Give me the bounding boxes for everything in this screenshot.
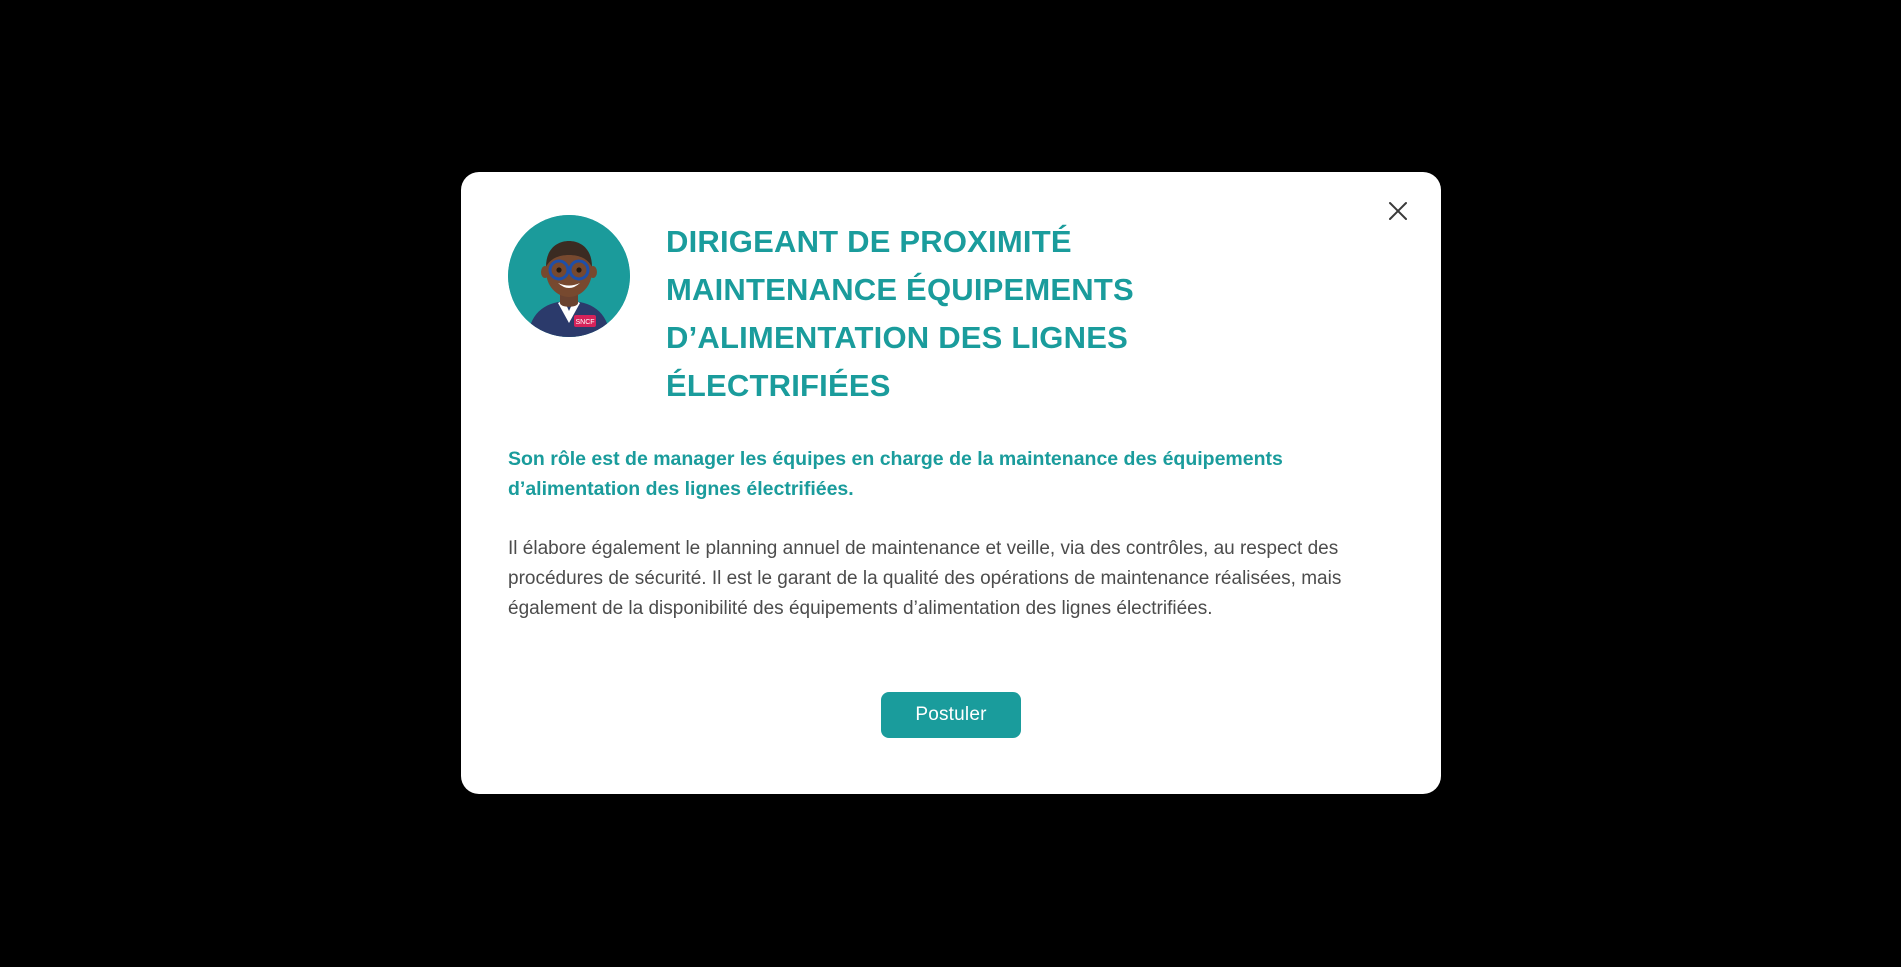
page-title: DIRIGEANT DE PROXIMITÉ MAINTENANCE ÉQUIPEMENTS D’ALIMENTATION DES LIGNES ÉLECTRIFIÉES (666, 224, 1134, 403)
close-icon[interactable] (1381, 194, 1415, 228)
svg-text:SNCF: SNCF (575, 319, 595, 326)
modal-header (461, 172, 1441, 410)
apply-button[interactable]: Postuler (881, 692, 1021, 738)
cta-container (461, 692, 1441, 738)
role-summary: Son rôle est de manager les équipes en charge de la maintenance des équipements d’alimentation des lignes électrifiées. (508, 448, 1283, 500)
job-detail-modal (461, 172, 1441, 794)
role-description: Il élabore également le planning annuel de maintenance et veille, via des contrôles, au respect des procédures de sécurité. Il est le garant de la qualité des opérations de maintenance réalisées, mais également de la disponibilité des équipements d’alimentation des lignes électrifiées. (508, 538, 1342, 619)
person-avatar-illustration (508, 215, 630, 337)
